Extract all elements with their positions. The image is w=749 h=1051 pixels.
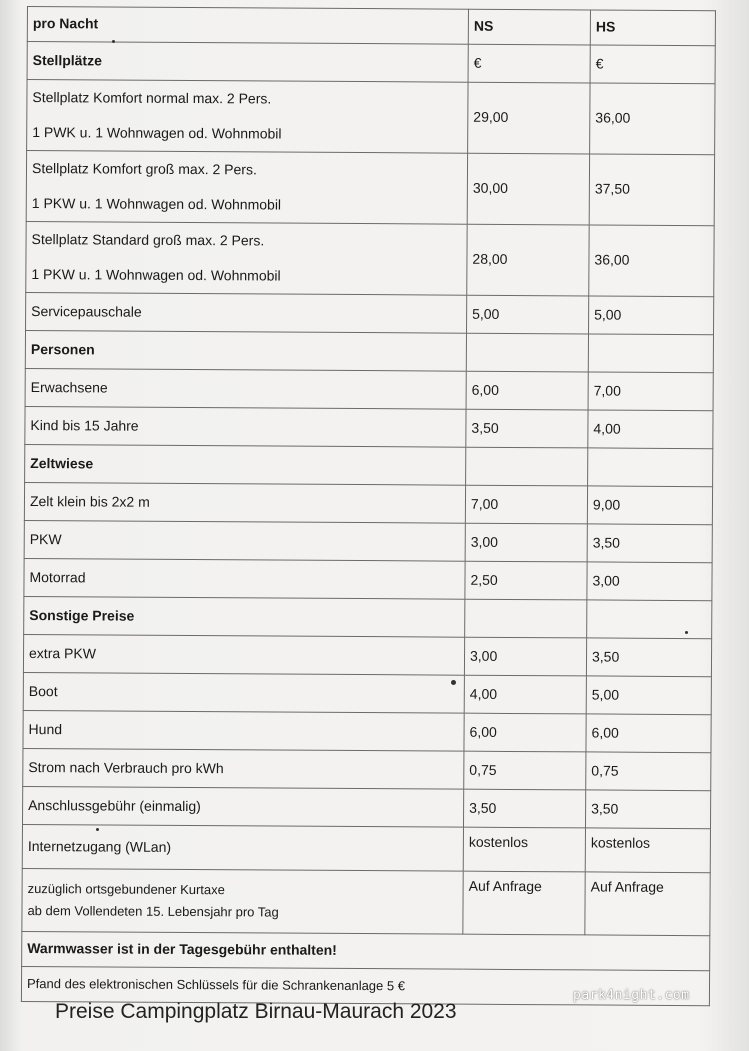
- section-label: Personen: [25, 330, 466, 371]
- table-row: [25, 368, 713, 410]
- price-ns: 7,00: [465, 485, 587, 524]
- table-row: [24, 558, 712, 600]
- price-ns: €: [468, 44, 590, 83]
- price-hs: [588, 334, 713, 373]
- price-hs: 9,00: [587, 486, 712, 525]
- footer-title: Preise Campingplatz Birnau-Maurach 2023: [55, 1000, 457, 1023]
- table-row: [25, 406, 713, 448]
- table-row: [22, 868, 710, 935]
- item-label: Erwachsene: [25, 368, 466, 409]
- watermark-text: park4night.com: [573, 988, 690, 1003]
- price-hs: 37,50: [589, 154, 714, 226]
- price-ns: 2,50: [465, 561, 587, 600]
- table-row: [26, 151, 714, 226]
- price-ns: [465, 599, 587, 638]
- item-label: Boot: [23, 672, 464, 713]
- price-hs: [588, 448, 713, 487]
- item-label: [22, 868, 463, 934]
- price-ns: [466, 333, 588, 372]
- table-row: [23, 710, 711, 752]
- price-hs: 3,50: [587, 524, 712, 563]
- table-row: [25, 444, 713, 486]
- item-line2: 1 PKW u. 1 Wohnwagen od. Wohnmobil: [31, 194, 282, 213]
- header-ns: NS: [468, 9, 590, 45]
- item-line1: Stellplatz Komfort normal max. 2 Pers.: [32, 89, 272, 107]
- price-ns: kostenlos: [463, 827, 585, 872]
- item-label: Hund: [23, 710, 464, 751]
- price-ns: 3,00: [464, 637, 586, 676]
- price-hs: 5,00: [589, 296, 714, 335]
- price-hs: 36,00: [589, 225, 714, 297]
- header-row: [27, 7, 715, 46]
- table-row: [22, 931, 710, 970]
- table-row: [23, 748, 711, 790]
- item-label: extra PKW: [23, 634, 464, 675]
- speck-dot: [112, 40, 115, 43]
- item-line2: 1 PKW u. 1 Wohnwagen od. Wohnmobil: [31, 265, 281, 284]
- table-row: [27, 42, 715, 84]
- item-line1: Stellplatz Standard groß max. 2 Pers.: [31, 231, 265, 249]
- price-ns: 29,00: [468, 82, 590, 154]
- item-label: [26, 221, 467, 295]
- section-label: Sonstige Preise: [24, 596, 465, 637]
- item-label: [26, 151, 467, 225]
- item-label: PKW: [24, 520, 465, 561]
- price-hs: 4,00: [588, 410, 713, 449]
- price-ns: 6,00: [464, 713, 586, 752]
- table-row: [24, 596, 712, 638]
- price-ns: 28,00: [467, 224, 589, 296]
- item-label: Servicepauschale: [26, 292, 467, 333]
- speck-dot: [451, 680, 456, 685]
- table-row: [23, 672, 711, 714]
- table-row: [27, 80, 715, 155]
- item-label: Internetzugang (WLan): [22, 824, 463, 871]
- speck-dot: [96, 828, 99, 831]
- price-ns: [466, 447, 588, 486]
- price-hs: 3,00: [587, 562, 712, 601]
- table-row: [23, 786, 711, 828]
- item-label: Strom nach Verbrauch pro kWh: [23, 748, 464, 789]
- price-ns: 3,50: [466, 409, 588, 448]
- price-hs: €: [590, 45, 715, 84]
- table-row: [24, 482, 712, 524]
- item-line2: 1 PWK u. 1 Wohnwagen od. Wohnmobil: [32, 123, 282, 142]
- price-ns: 6,00: [466, 371, 588, 410]
- price-hs: 5,00: [586, 676, 711, 715]
- header-label: pro Nacht: [27, 7, 468, 45]
- price-hs: 0,75: [586, 752, 711, 791]
- table-row: [26, 292, 714, 334]
- table-row: [22, 824, 710, 872]
- price-ns: 5,00: [467, 295, 589, 334]
- speck-dot: [685, 631, 688, 634]
- table-row: [25, 330, 713, 372]
- price-hs: 7,00: [588, 372, 713, 411]
- price-hs: 36,00: [590, 83, 715, 155]
- price-ns: 0,75: [464, 751, 586, 790]
- header-hs: HS: [590, 10, 715, 46]
- item-line2: ab dem Vollendeten 15. Lebensjahr pro Tag: [27, 902, 279, 920]
- table-row: [26, 221, 714, 296]
- note-pfand: Pfand des elektronischen Schlüssels für die Schrankenanlage 5 €: [21, 966, 709, 1005]
- table-row: [23, 634, 711, 676]
- price-ns: 4,00: [464, 675, 586, 714]
- note-warmwasser: Warmwasser ist in der Tagesgebühr enthalten!: [22, 931, 710, 970]
- item-label: Anschlussgebühr (einmalig): [23, 786, 464, 827]
- item-label: Zelt klein bis 2x2 m: [24, 482, 465, 523]
- price-hs: Auf Anfrage: [585, 872, 710, 936]
- section-label: Stellplätze: [27, 42, 468, 83]
- price-hs: 6,00: [586, 714, 711, 753]
- section-label: Zeltwiese: [25, 444, 466, 485]
- item-label: Motorrad: [24, 558, 465, 599]
- price-ns: 3,00: [465, 523, 587, 562]
- price-hs: 3,50: [585, 790, 710, 829]
- item-line1: Stellplatz Komfort groß max. 2 Pers.: [31, 160, 257, 178]
- table-row: [24, 520, 712, 562]
- price-ns: 3,50: [463, 789, 585, 828]
- price-hs: kostenlos: [585, 828, 710, 873]
- item-label: [27, 80, 468, 154]
- price-ns: 30,00: [467, 153, 589, 225]
- item-label: Kind bis 15 Jahre: [25, 406, 466, 447]
- item-line1: zuzüglich ortsgebundener Kurtaxe: [27, 881, 225, 898]
- price-hs: [587, 600, 712, 639]
- price-ns: Auf Anfrage: [463, 871, 585, 935]
- price-table: [21, 6, 716, 1006]
- price-hs: 3,50: [586, 638, 711, 677]
